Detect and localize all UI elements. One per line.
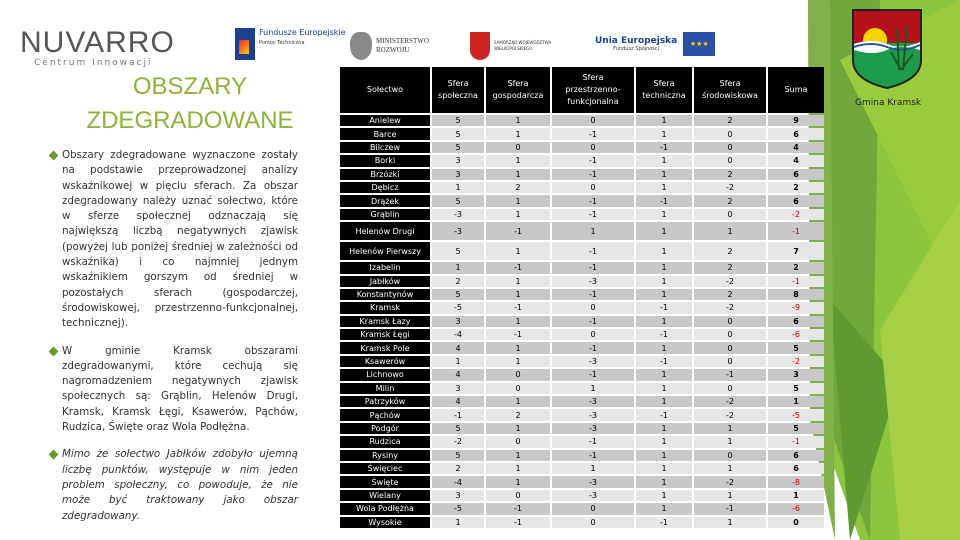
- score-cell: 1: [432, 182, 484, 193]
- solectwo-name: Konstantynów: [340, 289, 430, 300]
- table-row: [340, 342, 824, 353]
- score-cell: 1: [636, 155, 692, 166]
- score-cell: -1: [486, 222, 550, 240]
- sum-cell: -2: [768, 356, 824, 367]
- score-cell: 1: [694, 436, 766, 447]
- solectwo-name: Helenów Pierwszy: [340, 242, 430, 260]
- solectwo-name: Anielew: [340, 115, 430, 126]
- score-cell: 5: [432, 242, 484, 260]
- header-spoleczna: Sfera społeczna: [432, 67, 484, 113]
- table-row: [340, 222, 824, 240]
- sum-cell: 1: [768, 490, 824, 501]
- score-cell: 1: [636, 262, 692, 273]
- score-cell: 0: [552, 503, 634, 514]
- score-cell: 1: [636, 289, 692, 300]
- sum-cell: 8: [768, 289, 824, 300]
- score-cell: 2: [694, 262, 766, 273]
- gmina-label: Gmina Kramsk: [855, 98, 922, 108]
- score-cell: 0: [486, 142, 550, 153]
- table-row: [340, 369, 824, 380]
- score-cell: -4: [432, 476, 484, 487]
- score-cell: -1: [552, 262, 634, 273]
- score-cell: 4: [432, 369, 484, 380]
- score-cell: 1: [636, 476, 692, 487]
- table-row: [340, 476, 824, 487]
- sum-cell: 4: [768, 142, 824, 153]
- table-row: [340, 242, 824, 260]
- score-cell: 0: [694, 128, 766, 139]
- score-cell: 2: [694, 242, 766, 260]
- score-cell: 0: [694, 155, 766, 166]
- solectwo-name: Podgór: [340, 423, 430, 434]
- score-cell: -1: [636, 356, 692, 367]
- solectwo-name: Święte: [340, 476, 430, 487]
- table-row: [340, 503, 824, 514]
- score-cell: 5: [432, 450, 484, 461]
- solectwo-name: Rysiny: [340, 450, 430, 461]
- table-row: [340, 209, 824, 220]
- solectwo-name: Pąchów: [340, 409, 430, 420]
- solectwo-name: Kramsk Łęgi: [340, 329, 430, 340]
- score-cell: -1: [552, 289, 634, 300]
- solectwo-name: Wysokie: [340, 517, 430, 528]
- table-row: [340, 423, 824, 434]
- wielkopolska-shield-icon: [470, 32, 490, 60]
- solectwo-name: Bilczew: [340, 142, 430, 153]
- score-cell: -1: [486, 517, 550, 528]
- score-cell: -2: [432, 436, 484, 447]
- sum-cell: -6: [768, 503, 824, 514]
- fe-flag-icon: [235, 28, 255, 60]
- solectwo-name: Jabłków: [340, 276, 430, 287]
- score-cell: 1: [486, 316, 550, 327]
- table-row: [340, 115, 824, 126]
- score-cell: 5: [432, 423, 484, 434]
- sum-cell: 9: [768, 115, 824, 126]
- table-row: [340, 409, 824, 420]
- score-cell: 1: [636, 128, 692, 139]
- score-cell: 1: [636, 396, 692, 407]
- table-row: [340, 302, 824, 313]
- table-row: [340, 463, 824, 474]
- score-cell: -3: [552, 396, 634, 407]
- score-cell: 1: [486, 423, 550, 434]
- score-cell: 1: [636, 436, 692, 447]
- table-row: [340, 182, 824, 193]
- score-cell: -3: [552, 409, 634, 420]
- bullet-item: W gminie Kramsk obszarami zdegradowanymi, które cechują się nagromadzeniem negatywnych zjawisk społecznych są: Grąblin, Helenów Drugi, Kramsk, Kramsk Łęgi, Ksawerów, Pąchów, Rudzica, Święte oraz Wola Podłężna.: [52, 344, 298, 436]
- table-row: [340, 396, 824, 407]
- fundusze-europejskie-logo: Fundusze Europejskie Pomoc Techniczna: [235, 28, 346, 60]
- score-cell: -1: [552, 242, 634, 260]
- score-cell: 2: [694, 169, 766, 180]
- page-title: OBSZARY ZDEGRADOWANE: [86, 73, 294, 134]
- score-cell: 1: [694, 517, 766, 528]
- score-cell: 1: [636, 503, 692, 514]
- score-cell: -1: [636, 409, 692, 420]
- table-row: [340, 356, 824, 367]
- sum-cell: 6: [768, 195, 824, 206]
- score-cell: 1: [486, 342, 550, 353]
- score-cell: 1: [486, 450, 550, 461]
- table-row: [340, 490, 824, 501]
- score-cell: -1: [432, 409, 484, 420]
- score-cell: 3: [432, 155, 484, 166]
- score-cell: -5: [432, 302, 484, 313]
- score-cell: 1: [636, 242, 692, 260]
- score-cell: -4: [432, 329, 484, 340]
- score-cell: -2: [694, 276, 766, 287]
- table-row: [340, 289, 824, 300]
- solectwo-name: Wielany: [340, 490, 430, 501]
- score-cell: 1: [432, 262, 484, 273]
- score-cell: 1: [486, 396, 550, 407]
- score-cell: 0: [694, 342, 766, 353]
- score-cell: -1: [636, 142, 692, 153]
- score-cell: -5: [432, 503, 484, 514]
- score-cell: 5: [432, 195, 484, 206]
- score-cell: 3: [432, 316, 484, 327]
- score-cell: 1: [432, 356, 484, 367]
- score-cell: -1: [636, 302, 692, 313]
- score-cell: 5: [432, 128, 484, 139]
- score-cell: 4: [432, 396, 484, 407]
- score-cell: 0: [486, 383, 550, 394]
- score-cell: -2: [694, 476, 766, 487]
- sum-cell: 6: [768, 169, 824, 180]
- score-cell: 1: [636, 209, 692, 220]
- table-row: [340, 262, 824, 273]
- table-row: [340, 436, 824, 447]
- sum-cell: 6: [768, 450, 824, 461]
- bullet-item: Obszary zdegradowane wyznaczone zostały na podstawie przeprowadzonej analizy wskaźnikowej w pięciu sferach. Za obszar zdegradowany należy uznać sołectwo, które w sferze społecznej odznaczają się największą liczbą negatywnych zjawisk (powyżej lub poniżej średniej w zależności od wskaźnika) i co najmniej jednym wskaźnikiem gorszym od średniej w pozostałych sferach (gospodarczej, środowiskowej, przestrzenno-funkcjonalnej, technicznej).: [52, 148, 298, 332]
- score-cell: -2: [694, 302, 766, 313]
- header-techniczna: Sfera techniczna: [636, 67, 692, 113]
- sum-cell: -9: [768, 302, 824, 313]
- score-cell: 2: [432, 276, 484, 287]
- table-row: [340, 450, 824, 461]
- score-cell: -1: [636, 517, 692, 528]
- table-row: [340, 276, 824, 287]
- solectwo-name: Izabelin: [340, 262, 430, 273]
- score-cell: 1: [486, 276, 550, 287]
- table-row: [340, 169, 824, 180]
- score-cell: 1: [694, 222, 766, 240]
- score-cell: 2: [694, 195, 766, 206]
- score-cell: 0: [694, 316, 766, 327]
- score-cell: 1: [636, 369, 692, 380]
- score-cell: 1: [636, 222, 692, 240]
- score-cell: 4: [432, 342, 484, 353]
- score-cell: -3: [432, 209, 484, 220]
- score-cell: 1: [486, 242, 550, 260]
- score-cell: 1: [636, 463, 692, 474]
- gmina-crest-icon: [851, 8, 923, 90]
- score-cell: -1: [694, 503, 766, 514]
- sum-cell: 5: [768, 342, 824, 353]
- sum-cell: 0: [768, 517, 824, 528]
- score-cell: 0: [486, 369, 550, 380]
- score-cell: -1: [486, 503, 550, 514]
- eagle-emblem-icon: [350, 32, 372, 60]
- score-cell: -1: [486, 262, 550, 273]
- score-cell: 0: [694, 142, 766, 153]
- score-cell: 1: [486, 115, 550, 126]
- score-cell: 1: [486, 356, 550, 367]
- table-row: [340, 329, 824, 340]
- score-cell: -3: [552, 476, 634, 487]
- table-row: [340, 383, 824, 394]
- sum-cell: -2: [768, 209, 824, 220]
- score-cell: 1: [636, 169, 692, 180]
- score-cell: 1: [694, 423, 766, 434]
- sum-cell: 4: [768, 155, 824, 166]
- bullet-item: Mimo że sołectwo Jabłków zdobyło ujemną liczbę punktów, występuje w nim jeden problem społeczny, co powoduje, że nie może być traktowany jako obszar zdegradowany.: [52, 447, 298, 523]
- score-cell: -1: [636, 329, 692, 340]
- sum-cell: -1: [768, 436, 824, 447]
- score-cell: 3: [432, 169, 484, 180]
- header-srodowiskowa: Sfera środowiskowa: [694, 67, 766, 113]
- score-cell: 3: [432, 383, 484, 394]
- score-cell: -1: [552, 195, 634, 206]
- solectwo-name: Lichnowo: [340, 369, 430, 380]
- solectwo-name: Kramsk Pole: [340, 342, 430, 353]
- score-cell: -3: [432, 222, 484, 240]
- sum-cell: 6: [768, 128, 824, 139]
- score-cell: 1: [552, 463, 634, 474]
- score-cell: -2: [694, 409, 766, 420]
- solectwo-name: Rudzica: [340, 436, 430, 447]
- sum-cell: 2: [768, 182, 824, 193]
- score-cell: 1: [636, 490, 692, 501]
- bullet-list: [52, 148, 298, 536]
- header-suma: Suma: [768, 67, 824, 113]
- score-cell: 0: [552, 115, 634, 126]
- score-cell: 1: [636, 316, 692, 327]
- score-cell: 0: [486, 436, 550, 447]
- score-cell: 0: [552, 329, 634, 340]
- solectwo-name: Patrzyków: [340, 396, 430, 407]
- sum-cell: -5: [768, 409, 824, 420]
- solectwo-name: Milin: [340, 383, 430, 394]
- score-cell: -1: [694, 369, 766, 380]
- header-solectwo: Sołectwo: [340, 67, 430, 113]
- score-cell: -1: [552, 155, 634, 166]
- solectwo-name: Drążek: [340, 195, 430, 206]
- score-cell: 2: [486, 182, 550, 193]
- sum-cell: 5: [768, 383, 824, 394]
- table-row: [340, 128, 824, 139]
- score-cell: -1: [636, 195, 692, 206]
- solectwo-name: Święciec: [340, 463, 430, 474]
- header-przestrzenno: Sfera przestrzenno-funkcjonalna: [552, 67, 634, 113]
- score-cell: 0: [694, 450, 766, 461]
- solectwo-name: Helenów Drugi: [340, 222, 430, 240]
- score-cell: -1: [552, 369, 634, 380]
- table-row: [340, 195, 824, 206]
- score-cell: -1: [486, 329, 550, 340]
- sum-cell: 7: [768, 242, 824, 260]
- wielkopolska-logo: SAMORZĄD WOJEWÓDZTWA WIELKOPOLSKIEGO: [470, 32, 564, 60]
- score-cell: -1: [552, 450, 634, 461]
- score-cell: -3: [552, 490, 634, 501]
- score-cell: 0: [552, 142, 634, 153]
- table-row: [340, 517, 824, 528]
- sum-cell: -1: [768, 222, 824, 240]
- score-cell: 0: [694, 383, 766, 394]
- score-cell: 1: [486, 289, 550, 300]
- solectwo-name: Ksawerów: [340, 356, 430, 367]
- score-cell: -1: [552, 169, 634, 180]
- score-cell: 1: [636, 182, 692, 193]
- score-cell: -1: [552, 209, 634, 220]
- table-row: [340, 316, 824, 327]
- score-cell: 0: [552, 182, 634, 193]
- score-cell: 1: [636, 423, 692, 434]
- solectwo-name: Grąblin: [340, 209, 430, 220]
- score-cell: -2: [694, 396, 766, 407]
- sum-cell: 2: [768, 262, 824, 273]
- score-cell: -2: [694, 182, 766, 193]
- solectwo-name: Brzózki: [340, 169, 430, 180]
- score-cell: 5: [432, 115, 484, 126]
- score-cell: -3: [552, 423, 634, 434]
- solectwo-name: Borki: [340, 155, 430, 166]
- solectwo-name: Kramsk: [340, 302, 430, 313]
- score-cell: 1: [486, 128, 550, 139]
- score-cell: 1: [694, 463, 766, 474]
- score-cell: 1: [694, 490, 766, 501]
- table-header-row: [340, 67, 824, 113]
- table-row: [340, 155, 824, 166]
- score-cell: 3: [432, 490, 484, 501]
- table-row: [340, 142, 824, 153]
- score-cell: 0: [552, 302, 634, 313]
- score-cell: -3: [552, 276, 634, 287]
- score-cell: -1: [552, 316, 634, 327]
- score-cell: 2: [486, 409, 550, 420]
- sphere-scores-table: [338, 65, 826, 530]
- score-cell: 1: [552, 222, 634, 240]
- score-cell: -3: [552, 356, 634, 367]
- sum-cell: 5: [768, 423, 824, 434]
- score-cell: 2: [694, 115, 766, 126]
- score-cell: 0: [694, 356, 766, 367]
- score-cell: 0: [552, 517, 634, 528]
- solectwo-name: Barce: [340, 128, 430, 139]
- score-cell: 5: [432, 289, 484, 300]
- score-cell: 1: [636, 342, 692, 353]
- score-cell: 1: [486, 169, 550, 180]
- score-cell: 2: [432, 463, 484, 474]
- score-cell: 1: [486, 195, 550, 206]
- sum-cell: -8: [768, 476, 824, 487]
- eu-flag-icon: ★★★: [683, 32, 715, 56]
- score-cell: 1: [432, 517, 484, 528]
- score-cell: 1: [636, 450, 692, 461]
- sum-cell: 1: [768, 396, 824, 407]
- score-cell: 1: [636, 383, 692, 394]
- score-cell: -1: [552, 436, 634, 447]
- solectwo-name: Wola Podłężna: [340, 503, 430, 514]
- sum-cell: 3: [768, 369, 824, 380]
- ministry-logo: MINISTERSTWO ROZWOJU: [350, 32, 426, 60]
- solectwo-name: Dębicz: [340, 182, 430, 193]
- sum-cell: -6: [768, 329, 824, 340]
- score-cell: 1: [636, 115, 692, 126]
- score-cell: -1: [552, 128, 634, 139]
- logo-bar: [0, 20, 960, 70]
- score-cell: 0: [694, 329, 766, 340]
- sum-cell: 6: [768, 316, 824, 327]
- nuvarro-logo: NUVARRO Centrum Innowacji: [20, 26, 175, 68]
- score-cell: 1: [486, 209, 550, 220]
- sum-cell: 6: [768, 463, 824, 474]
- sum-cell: -1: [768, 276, 824, 287]
- header-gospodarcza: Sfera gospodarcza: [486, 67, 550, 113]
- score-cell: 1: [486, 476, 550, 487]
- score-cell: 1: [486, 463, 550, 474]
- solectwo-name: Kramsk Łazy: [340, 316, 430, 327]
- score-cell: 1: [486, 155, 550, 166]
- score-cell: 0: [694, 209, 766, 220]
- score-cell: 2: [694, 289, 766, 300]
- score-cell: 5: [432, 142, 484, 153]
- score-cell: 1: [636, 276, 692, 287]
- score-cell: -1: [486, 302, 550, 313]
- score-cell: 1: [552, 383, 634, 394]
- score-cell: 0: [486, 490, 550, 501]
- score-cell: -1: [552, 342, 634, 353]
- eu-logo: Unia Europejska Fundusz Spójności ★★★: [595, 32, 715, 56]
